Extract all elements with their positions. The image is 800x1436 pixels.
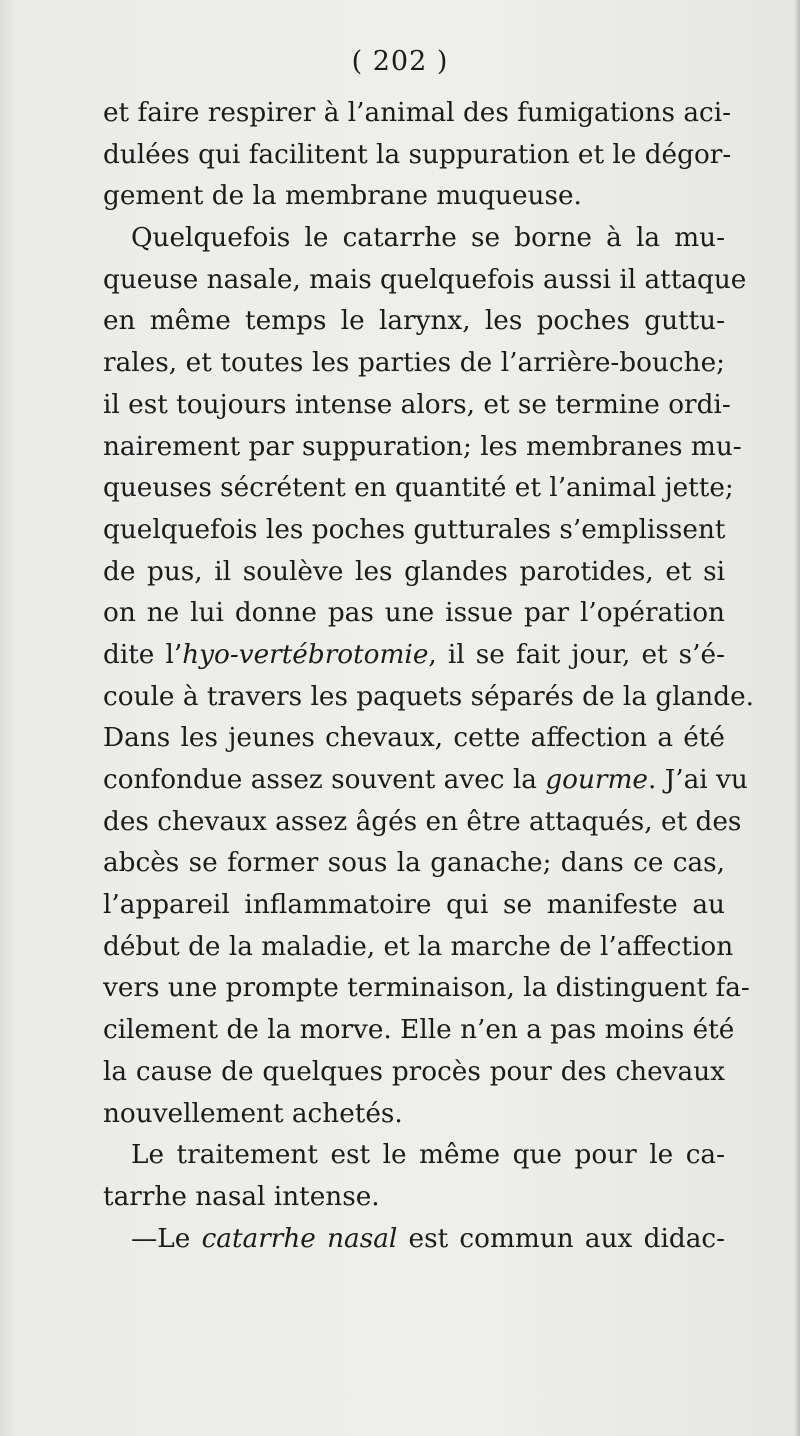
text-run: Le traitement est le même que pour le ca-: [131, 1140, 725, 1171]
text-line: [103, 1094, 725, 1136]
text-run: la cause de quelques procès pour des chevaux: [103, 1056, 725, 1087]
text-run: cilement de la morve. Elle n’en a pas moins été: [103, 1015, 735, 1046]
text-line: [103, 385, 731, 427]
text-run: Quelquefois le catarrhe se borne à la mu-: [131, 223, 725, 254]
text-line: [103, 1177, 725, 1219]
text-line: [103, 301, 725, 343]
text-run: de pus, il soulève les glandes parotides, et si: [103, 556, 725, 587]
text-line: [103, 760, 748, 802]
text-line: [103, 885, 725, 927]
text-run: queuse nasale, mais quelquefois aussi il attaque: [103, 264, 747, 295]
text-run: tarrhe nasal intense.: [103, 1181, 380, 1212]
text-line: [103, 635, 725, 677]
text-run: nouvellement achetés.: [103, 1098, 403, 1129]
text-line: [103, 802, 742, 844]
text-line: [103, 552, 725, 594]
text-line: [103, 218, 725, 260]
text-run: dulées qui facilitent la suppuration et le dégor-: [103, 139, 732, 170]
text-line: [103, 468, 734, 510]
text-run: gement de la membrane muqueuse.: [103, 181, 582, 212]
text-line: [103, 1010, 735, 1052]
text-run: dite l’: [103, 639, 183, 670]
page-number: ( 202 ): [351, 46, 449, 77]
text-line: [103, 843, 725, 885]
text-run: . J’ai vu: [647, 765, 748, 795]
text-run: —Le: [131, 1223, 202, 1254]
text-run: il est toujours intense alors, et se termine ordi-: [103, 389, 731, 420]
text-run: on ne lui donne pas une issue par l’opération: [103, 598, 725, 629]
text-line: [103, 927, 734, 969]
text-run: coule à travers les paquets séparés de la glande.: [103, 681, 754, 712]
text-line: [103, 968, 750, 1010]
text-run: quelquefois les poches gutturales s’emplissent: [103, 514, 726, 545]
text-line: [103, 1135, 725, 1177]
text-run: confondue assez souvent avec la: [103, 765, 546, 795]
text-run: début de la maladie, et la marche de l’affection: [103, 931, 734, 962]
text-line: [103, 677, 754, 719]
text-line: [103, 93, 732, 135]
text-run: , il se fait jour, et s’é-: [428, 639, 725, 670]
text-line: [103, 135, 732, 177]
italic-text: hyo-vertébrotomie: [182, 639, 429, 670]
text-line: [103, 260, 747, 302]
italic-text: gourme: [545, 765, 648, 795]
text-line: [103, 427, 742, 469]
page-edge-shadow: [794, 0, 800, 1436]
text-run: nairement par suppuration; les membranes mu-: [103, 431, 742, 462]
text-line: [103, 718, 725, 760]
text-run: abcès se former sous la ganache; dans ce cas,: [103, 848, 725, 879]
text-run: queuses sécrétent en quantité et l’animal jette;: [103, 473, 734, 504]
text-run: vers une prompte terminaison, la distinguent fa-: [103, 973, 750, 1004]
text-line: [103, 343, 725, 385]
text-run: en même temps le larynx, les poches guttu-: [103, 306, 725, 337]
text-run: et faire respirer à l’animal des fumigations aci-: [103, 98, 732, 128]
text-run: Dans les jeunes chevaux, cette affection a été: [103, 723, 725, 754]
text-line: [103, 1052, 725, 1094]
text-run: est commun aux didac-: [397, 1223, 725, 1254]
text-run: rales, et toutes les parties de l’arrière-bouche;: [103, 348, 725, 379]
text-run: des chevaux assez âgés en être attaqués, et des: [103, 806, 742, 837]
text-line: [103, 176, 725, 218]
text-line: [103, 593, 725, 635]
text-run: l’appareil inflammatoire qui se manifeste au: [103, 890, 725, 921]
text-line: [103, 1219, 725, 1261]
text-line: [103, 510, 725, 552]
body-text: [103, 93, 754, 1260]
italic-text: catarrhe nasal: [201, 1223, 398, 1254]
